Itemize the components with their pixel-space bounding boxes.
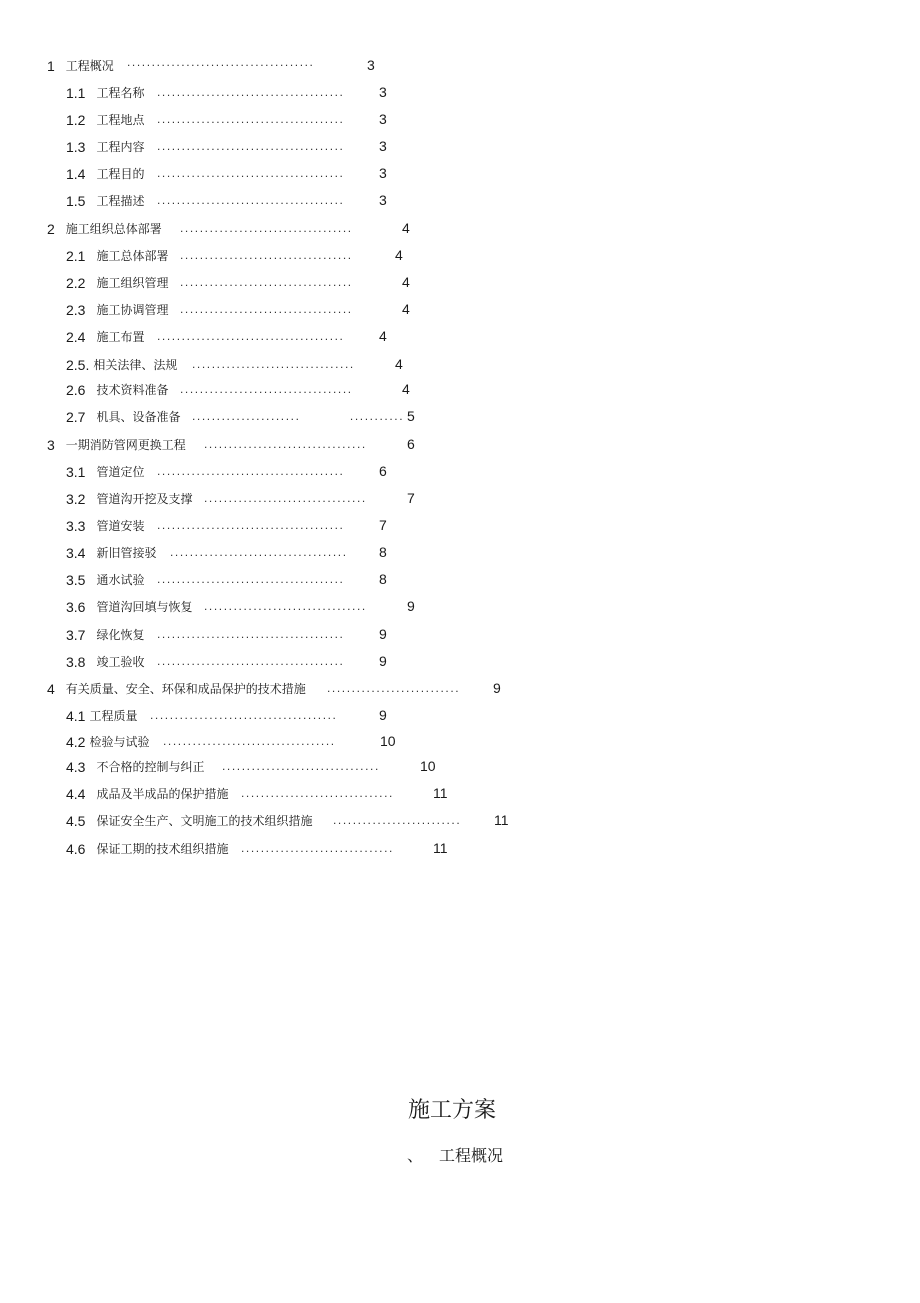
toc-title: 保证工期的技术组织措施 xyxy=(96,841,229,856)
toc-page-number: 4 xyxy=(395,356,403,372)
toc-entry-1[interactable] xyxy=(47,55,114,75)
toc-title: 检验与试验 xyxy=(89,734,150,749)
toc-number: 4 xyxy=(47,680,55,697)
toc-number: 3.6 xyxy=(66,598,86,615)
toc-page-number: 4 xyxy=(402,381,410,397)
toc-page-number: 3 xyxy=(379,192,387,208)
toc-entry-1-3[interactable] xyxy=(66,136,144,156)
toc-entry-1-2[interactable] xyxy=(66,109,144,129)
toc-leader: ...................................... xyxy=(127,55,315,69)
toc-number: 2.2 xyxy=(66,274,86,291)
toc-leader: ...................................... xyxy=(157,464,345,478)
toc-title: 绿化恢复 xyxy=(96,627,145,642)
toc-entry-4[interactable] xyxy=(47,678,306,698)
toc-number: 3 xyxy=(47,436,55,453)
toc-number: 4.3 xyxy=(66,758,86,775)
toc-page-number: 10 xyxy=(420,758,436,774)
toc-page-number: 5 xyxy=(407,408,415,424)
toc-leader: ...................................... xyxy=(157,112,345,126)
toc-page-number: 8 xyxy=(379,571,387,587)
toc-page-number: 3 xyxy=(379,111,387,127)
toc-entry-2-1[interactable] xyxy=(66,245,168,265)
toc-entry-2-4[interactable] xyxy=(66,326,144,346)
toc-title: 成品及半成品的保护措施 xyxy=(96,786,229,801)
toc-leader: .................................... xyxy=(170,545,348,559)
toc-title: 机具、设备准备 xyxy=(96,409,181,424)
toc-entry-3-7[interactable] xyxy=(66,624,144,644)
toc-entry-4-1[interactable] xyxy=(66,705,137,725)
toc-number: 3.8 xyxy=(66,653,86,670)
toc-entry-3-5[interactable] xyxy=(66,569,144,589)
toc-number: 4.4 xyxy=(66,785,86,802)
toc-number: 1.1 xyxy=(66,84,86,101)
toc-entry-4-6[interactable] xyxy=(66,838,228,858)
toc-entry-1-4[interactable] xyxy=(66,163,144,183)
toc-number: 2.4 xyxy=(66,328,86,345)
toc-page-number: 4 xyxy=(402,220,410,236)
toc-page-number: 4 xyxy=(402,301,410,317)
toc-entry-3-3[interactable] xyxy=(66,515,144,535)
toc-leader: ...................... ........... xyxy=(192,409,405,423)
toc-page-number: 9 xyxy=(493,680,501,696)
toc-title: 施工协调管理 xyxy=(96,302,169,317)
toc-page-number: 9 xyxy=(379,626,387,642)
toc-page-number: 3 xyxy=(379,165,387,181)
toc-page-number: 7 xyxy=(407,490,415,506)
toc-number: 3.5 xyxy=(66,571,86,588)
toc-entry-2-2[interactable] xyxy=(66,272,168,292)
toc-page-number: 4 xyxy=(379,328,387,344)
toc-entry-2-7[interactable] xyxy=(66,406,180,426)
toc-number: 3.2 xyxy=(66,490,86,507)
toc-number: 3.3 xyxy=(66,517,86,534)
toc-leader: .......................... xyxy=(333,813,462,827)
toc-page-number: 4 xyxy=(402,274,410,290)
toc-page-number: 11 xyxy=(433,785,448,801)
toc-title: 新旧管接驳 xyxy=(96,545,157,560)
toc-leader: ................................. xyxy=(204,491,367,505)
toc-entry-3-4[interactable] xyxy=(66,542,156,562)
toc-title: 工程地点 xyxy=(96,112,145,127)
toc-number: 2.3 xyxy=(66,301,86,318)
toc-leader: ...................................... xyxy=(157,518,345,532)
toc-entry-2-3[interactable] xyxy=(66,299,168,319)
toc-page-number: 3 xyxy=(379,138,387,154)
toc-entry-4-2[interactable] xyxy=(66,731,149,751)
toc-leader: ................................. xyxy=(192,357,355,371)
toc-title: 工程内容 xyxy=(96,139,145,154)
toc-title: 施工总体部署 xyxy=(96,248,169,263)
toc-title: 施工组织总体部署 xyxy=(65,221,162,236)
document-title: 施工方案 xyxy=(407,1098,496,1123)
toc-leader: ...................................... xyxy=(157,654,345,668)
toc-leader: ................................... xyxy=(180,275,353,289)
toc-title: 保证安全生产、文明施工的技术组织措施 xyxy=(96,813,313,828)
toc-title: 工程概况 xyxy=(65,58,114,73)
toc-leader: ........................... xyxy=(327,681,461,695)
toc-page-number: 11 xyxy=(494,812,509,828)
toc-number: 2.7 xyxy=(66,408,86,425)
toc-page-number: 6 xyxy=(407,436,415,452)
toc-title: 施工布置 xyxy=(96,329,145,344)
toc-leader: ...................................... xyxy=(157,85,345,99)
toc-title: 管道沟开挖及支撑 xyxy=(96,491,193,506)
toc-page-number: 7 xyxy=(379,517,387,533)
toc-number: 3.7 xyxy=(66,626,86,643)
toc-leader: ...................................... xyxy=(157,572,345,586)
toc-number: 4.5 xyxy=(66,812,86,829)
toc-title: 工程质量 xyxy=(89,708,138,723)
toc-entry-4-3[interactable] xyxy=(66,756,204,776)
toc-entry-4-5[interactable] xyxy=(66,810,312,830)
toc-title: 有关质量、安全、环保和成品保护的技术措施 xyxy=(65,681,306,696)
toc-title: 工程描述 xyxy=(96,193,145,208)
toc-page-number: 11 xyxy=(433,840,448,856)
toc-entry-4-4[interactable] xyxy=(66,783,228,803)
toc-leader: ................................... xyxy=(180,302,353,316)
toc-number: 4.2 xyxy=(66,733,86,750)
toc-number: 1.4 xyxy=(66,165,86,182)
toc-entry-2-6[interactable] xyxy=(66,379,168,399)
toc-title: 施工组织管理 xyxy=(96,275,169,290)
toc-number: 2 xyxy=(47,220,55,237)
toc-page-number: 9 xyxy=(407,598,415,614)
toc-leader: ................................ xyxy=(222,759,380,773)
toc-leader: ...................................... xyxy=(157,193,345,207)
toc-number: 1.3 xyxy=(66,138,86,155)
toc-entry-3[interactable] xyxy=(47,434,186,454)
toc-page-number: 9 xyxy=(379,707,387,723)
toc-title: 通水试验 xyxy=(96,572,145,587)
toc-entry-1-1[interactable] xyxy=(66,82,144,102)
toc-page-number: 9 xyxy=(379,653,387,669)
toc-leader: ...................................... xyxy=(157,166,345,180)
toc-title: 一期消防管网更换工程 xyxy=(65,437,186,452)
toc-number: 3.1 xyxy=(66,463,86,480)
toc-page-number: 3 xyxy=(367,57,375,73)
toc-number: 1 xyxy=(47,57,55,74)
toc-leader: ...................................... xyxy=(157,329,345,343)
toc-title: 工程名称 xyxy=(96,85,145,100)
toc-page-number: 10 xyxy=(380,733,396,749)
toc-title: 不合格的控制与纠正 xyxy=(96,759,205,774)
toc-entry-3-8[interactable] xyxy=(66,651,144,671)
toc-leader: ...................................... xyxy=(157,139,345,153)
toc-number: 2.1 xyxy=(66,247,86,264)
toc-entry-1-5[interactable] xyxy=(66,190,144,210)
section-number-mark: 、 xyxy=(406,1146,423,1165)
toc-leader: ................................... xyxy=(163,734,336,748)
toc-title: 管道定位 xyxy=(96,464,145,479)
toc-title: 工程目的 xyxy=(96,166,145,181)
toc-page-number: 4 xyxy=(395,247,403,263)
toc-leader: ................................... xyxy=(180,221,353,235)
toc-leader: ................................... xyxy=(180,248,353,262)
toc-title: 相关法律、法规 xyxy=(93,357,178,372)
toc-number: 4.1 xyxy=(66,707,86,724)
toc-leader: ............................... xyxy=(241,786,394,800)
section-heading xyxy=(0,1143,910,1166)
toc-leader: ................................. xyxy=(204,599,367,613)
toc-page-number: 3 xyxy=(379,84,387,100)
toc-leader: ................................... xyxy=(180,382,353,396)
toc-leader: ................................. xyxy=(204,437,367,451)
toc-entry-3-6[interactable] xyxy=(66,596,192,616)
toc-entry-2-5[interactable] xyxy=(66,354,177,374)
toc-number: 2.6 xyxy=(66,381,86,398)
toc-number: 4.6 xyxy=(66,840,86,857)
toc-title: 技术资料准备 xyxy=(96,382,169,397)
toc-number: 1.2 xyxy=(66,111,86,128)
toc-leader: ...................................... xyxy=(157,627,345,641)
toc-leader: ...................................... xyxy=(150,708,338,722)
toc-title: 管道沟回填与恢复 xyxy=(96,599,193,614)
toc-number: 3.4 xyxy=(66,544,86,561)
toc-entry-2[interactable] xyxy=(47,218,162,238)
toc-page-number: 6 xyxy=(379,463,387,479)
toc-entry-3-1[interactable] xyxy=(66,461,144,481)
section-heading-title: 工程概况 xyxy=(439,1146,504,1165)
toc-number: 2.5. xyxy=(66,356,90,373)
toc-entry-3-2[interactable] xyxy=(66,488,192,508)
toc-number: 1.5 xyxy=(66,192,86,209)
toc-title: 管道安装 xyxy=(96,518,145,533)
toc-leader: ............................... xyxy=(241,841,394,855)
toc-page-number: 8 xyxy=(379,544,387,560)
toc-title: 竣工验收 xyxy=(96,654,145,669)
